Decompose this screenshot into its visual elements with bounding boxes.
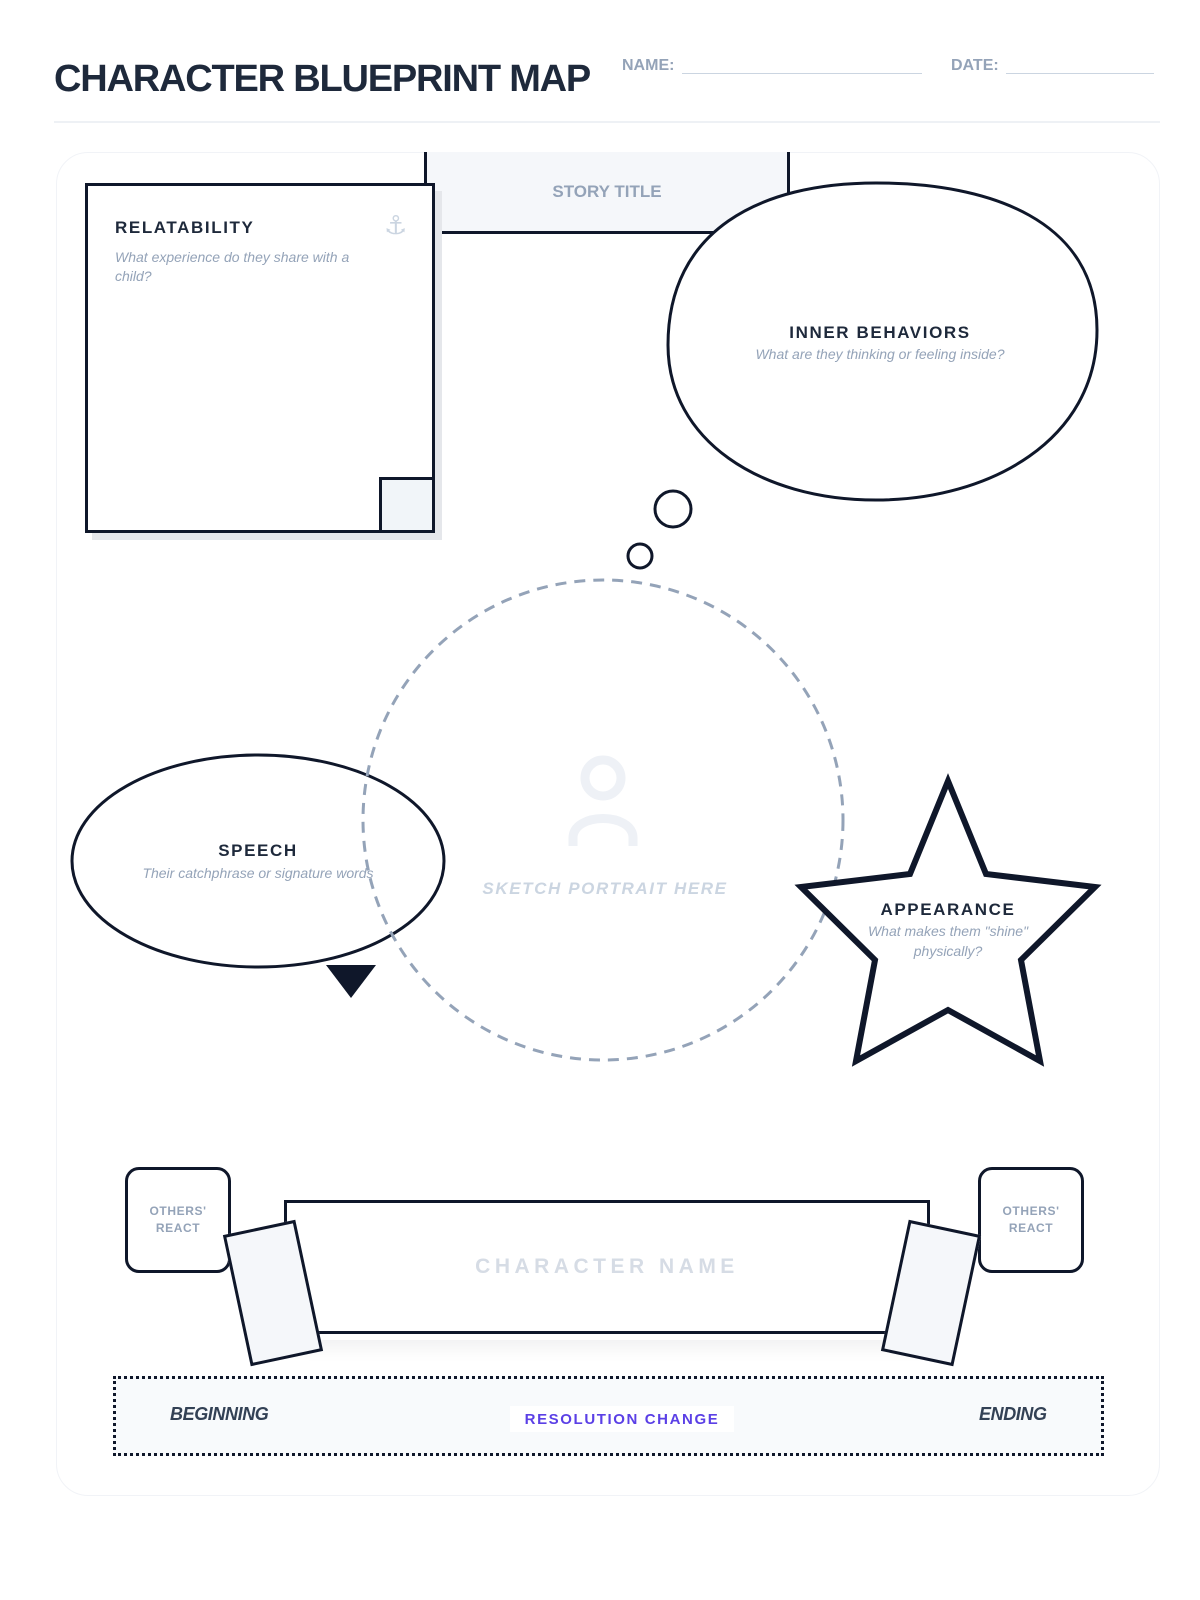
page-title: CHARACTER BLUEPRINT MAP bbox=[54, 58, 591, 100]
appearance-prompt: What makes them "shine" physically? bbox=[867, 923, 1029, 959]
others-react-left-label: OTHERS' REACT bbox=[149, 1204, 207, 1235]
relatability-prompt: What experience do they share with a child? bbox=[115, 249, 350, 284]
others-react-right[interactable] bbox=[978, 1167, 1084, 1273]
relatability-title: RELATABILITY bbox=[115, 218, 255, 237]
anchor-icon: ⚓ bbox=[384, 210, 408, 240]
arc-beginning-label: BEGINNING bbox=[170, 1404, 269, 1424]
inner-behaviors-prompt: What are they thinking or feeling inside? bbox=[755, 346, 1005, 362]
name-label: NAME: bbox=[622, 57, 675, 74]
portrait-label: SKETCH PORTRAIT HERE bbox=[482, 879, 728, 898]
appearance-title: APPEARANCE bbox=[880, 900, 1016, 919]
others-react-right-label: OTHERS' REACT bbox=[1002, 1204, 1060, 1235]
story-title-label: STORY TITLE bbox=[552, 181, 662, 201]
arc-ending-label: ENDING bbox=[979, 1404, 1047, 1424]
date-label: DATE: bbox=[951, 57, 999, 74]
speech-bubble-tail bbox=[326, 965, 376, 998]
speech-bubble[interactable] bbox=[72, 755, 444, 967]
speech-prompt: Their catchphrase or signature words bbox=[142, 865, 374, 881]
character-name-placeholder: CHARACTER NAME bbox=[475, 1255, 739, 1278]
arc-middle-badge bbox=[510, 1406, 734, 1432]
arc-middle-label: RESOLUTION CHANGE bbox=[524, 1410, 720, 1428]
inner-behaviors-title: INNER BEHAVIORS bbox=[789, 323, 971, 342]
thought-bubble-large bbox=[655, 491, 691, 527]
person-icon bbox=[573, 760, 633, 846]
character-name-banner[interactable] bbox=[284, 1200, 930, 1334]
speech-title: SPEECH bbox=[218, 841, 298, 860]
thought-bubble-small bbox=[628, 544, 652, 568]
others-react-left[interactable] bbox=[125, 1167, 231, 1273]
